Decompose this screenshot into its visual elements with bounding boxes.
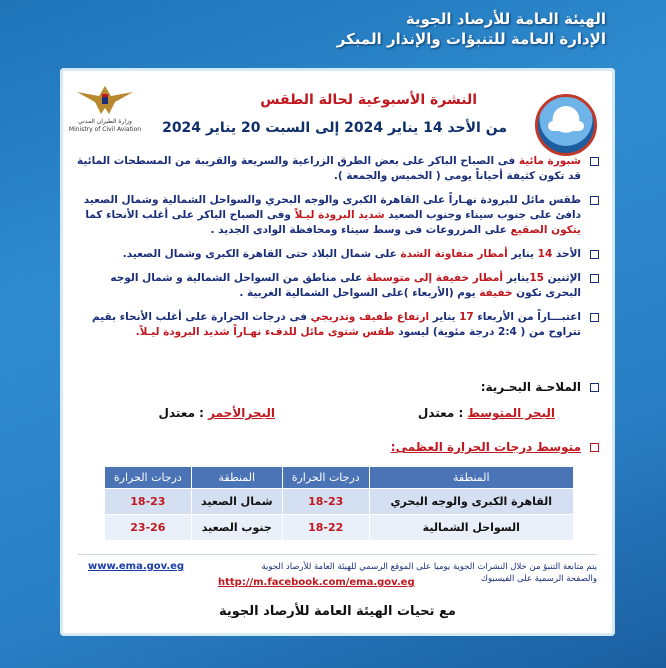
checkbox-icon xyxy=(590,196,599,205)
region-cell: جنوب الصعيد xyxy=(191,515,282,541)
footer xyxy=(78,554,597,596)
table-row xyxy=(105,515,574,541)
temp-cell: 18-23 xyxy=(282,489,369,515)
col-temp: درجات الحرارة xyxy=(282,467,369,489)
temps-heading: متوسط درجات الحرارة العظمى: xyxy=(391,440,581,454)
temperature-table xyxy=(104,466,574,541)
region-cell: شمال الصعيد xyxy=(191,489,282,515)
cloud-icon xyxy=(548,121,584,131)
col-temp: درجات الحرارة xyxy=(105,467,192,489)
list-item: شبورة مائية فى الصباح الباكر على بعض الطرق الزراعية والسريعة والقريبة من المسطحات المائية قد تكون كثيفة أحياناً يومى ( الخميس والجمعة ). xyxy=(73,154,601,184)
ministry-caption-en: Ministry of Civil Aviation xyxy=(68,126,142,133)
temp-cell: 18-23 xyxy=(105,489,192,515)
facebook-link[interactable]: http://m.facebook.com/ema.gov.eg xyxy=(218,577,415,588)
checkbox-icon xyxy=(590,383,599,392)
sea-mediterranean: البحر المتوسط : معتدل xyxy=(417,406,555,420)
checkbox-icon xyxy=(590,250,599,259)
list-item: الإثنين 15يناير أمطار خفيفة إلى متوسطة على مناطق من السواحل الشمالية و شمال الوجه البحرى تكون خفيفة يوم (الأربعاء )على السواحل الشمالية الغربية . xyxy=(73,271,601,301)
checkbox-icon xyxy=(590,157,599,166)
sea-red: البحرالأحمر : معتدل xyxy=(158,406,275,420)
bulletin-card xyxy=(60,68,615,636)
page-header xyxy=(337,10,606,48)
table-row xyxy=(105,489,574,515)
temp-cell: 23-26 xyxy=(105,515,192,541)
list-item: اعتبـــاراً من الأربعاء 17 يناير ارتفاع طفيف وتدريجي فى درجات الحرارة على أغلب الأنحاء بقيم تتراوح من ( 2:4 درجة مئوية) ليسود طقس شتوى مائل للدفء نهـاراً شديد البرودة ليـلاً. xyxy=(73,310,601,340)
ema-logo xyxy=(535,94,597,156)
department-name: الإدارة العامة للتنبؤات والإنذار المبكر xyxy=(336,30,606,48)
eagle-icon xyxy=(75,82,135,118)
list-item: الأحد 14 يناير أمطار متفاوتة الشدة على شمال البلاد حتى القاهرة الكبرى وشمال الصعيد. xyxy=(73,247,601,262)
website-link[interactable]: www.ema.gov.eg xyxy=(88,561,185,572)
table-header-row xyxy=(105,467,574,489)
region-cell: القاهرة الكبرى والوجه البحري xyxy=(369,489,573,515)
signature: مع تحيات الهيئة العامة للأرصاد الجوية xyxy=(219,604,456,619)
forecast-list xyxy=(73,154,601,349)
sea-heading: الملاحـة البحـرية: xyxy=(481,380,581,394)
ministry-caption-ar: وزارة الطيران المدني xyxy=(78,118,132,125)
col-region: المنطقة xyxy=(191,467,282,489)
checkbox-icon xyxy=(590,313,599,322)
list-item: طقس مائل للبرودة نهـاراً على القاهرة الكبرى والوجه البحري والسواحل الشمالية وشمال الصعيد دافئ على جنوب سيناء وجنوب الصعيد شديد البرودة ليـلاً وفى الصباح الباكر على أغلب الأنحاء كما يتكون الصقيع على المزروعات فى وسط سيناء ومحافظة الوادى الجديد . xyxy=(73,193,601,238)
authority-name: الهيئة العامة للأرصاد الجوية xyxy=(405,10,606,28)
checkbox-icon xyxy=(590,443,599,452)
checkbox-icon xyxy=(590,274,599,283)
bulletin-period: من الأحد 14 يناير 2024 إلى السبت 20 يناير 2024 xyxy=(162,120,507,136)
ministry-logo xyxy=(68,82,142,140)
col-region: المنطقة xyxy=(369,467,573,489)
temp-cell: 18-22 xyxy=(282,515,369,541)
footer-text: يتم متابعة التنبؤ من خلال النشرات الجوية يوميا على الموقع الرسمي للهيئة العامة للأرصاد الجوية والصفحة الرسمية على الفيسبوك xyxy=(261,562,597,584)
region-cell: السواحل الشمالية xyxy=(369,515,573,541)
bulletin-title: النشرة الأسبوعية لحالة الطقس xyxy=(260,92,477,108)
